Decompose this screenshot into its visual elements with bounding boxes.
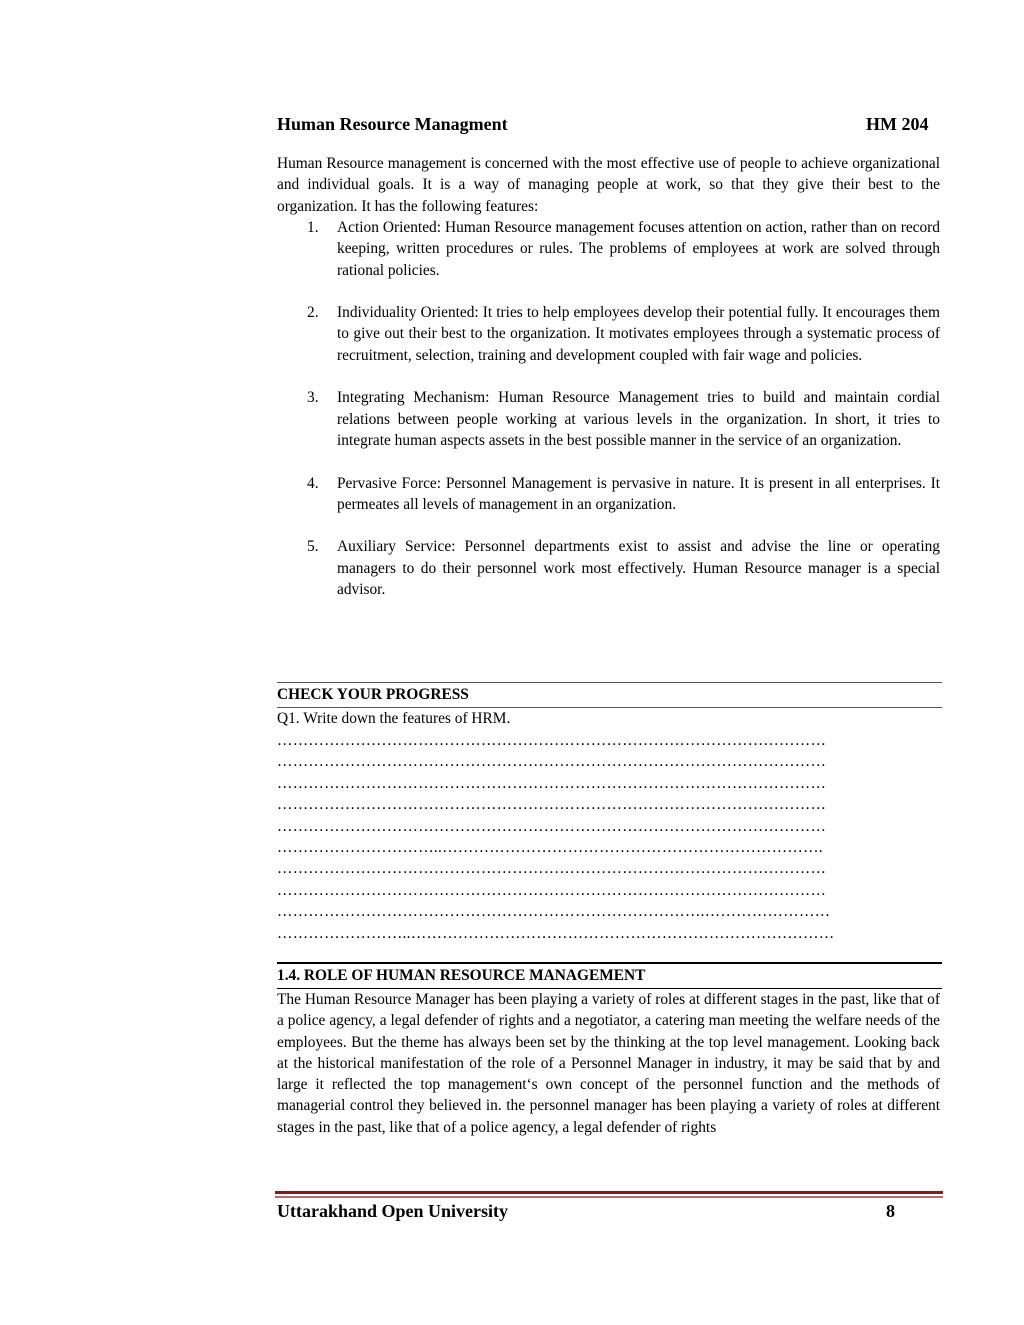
answer-line: …………………………………………………………………………………………… [277, 796, 827, 814]
answer-line: …………………………………………………………………………………………… [277, 774, 827, 792]
check-progress-heading: CHECK YOUR PROGRESS [277, 683, 942, 708]
check-progress-box [277, 682, 942, 944]
intro-paragraph: Human Resource management is concerned with the most effective use of people to achieve organizational and individual goals. It is a way of managing people at work, so that they give their best to the organization. It has the following features: [277, 155, 940, 215]
header-title: Human Resource Managment [277, 114, 508, 134]
list-item [277, 387, 940, 451]
list-item [277, 302, 940, 366]
features-list [277, 217, 940, 622]
answer-line: ……………………..……………………………………………………………………… [277, 924, 835, 942]
footer-divider [275, 1191, 943, 1198]
progress-question: Q1. Write down the features of HRM. [277, 710, 511, 727]
list-item-text: Individuality Oriented: It tries to help employees develop their potential fully. It encourages them to give out their best to the organization. It motivates employees through a systematic process of recruitment, selection, training and development coupled with fair wage and policies. [337, 304, 940, 364]
section-body: The Human Resource Manager has been playing a variety of roles at different stages in the past, like that of a police agency, a legal defender of rights and a negotiator, a catering man meeting the welfare needs of the employees. But the theme has always been set by the thinking at the top level management. Looking back at the historical manifestation of the role of a Personnel Manager in industry, it may be said that by and large it reflected the top management‘s own concept of the personnel function and the methods of managerial control they believed in. the personnel manager has been playing a variety of roles at different stages in the past, like that of a police agency, a legal defender of rights [277, 991, 940, 1136]
answer-line: …………………………………………………………………………………………… [277, 732, 827, 749]
page-number: 8 [886, 1201, 895, 1221]
answer-line: …………………………..………………………………………………………………. [277, 839, 823, 857]
list-item-number: 5. [307, 538, 319, 556]
list-item-number: 3. [307, 389, 319, 407]
list-item-text: Auxiliary Service: Personnel departments exist to assist and advise the line or operating managers to do their personnel work most effectively. Human Resource manager is a special advisor. [337, 538, 940, 599]
list-item-number: 1. [307, 219, 319, 236]
list-item-number: 4. [307, 474, 319, 492]
list-item-text: Pervasive Force: Personnel Management is pervasive in nature. It is present in all enterprises. It permeates all levels of management in an organization. [337, 474, 940, 513]
answer-line: …………………………………………………………………………………………… [277, 860, 827, 878]
list-item-text: Integrating Mechanism: Human Resource Management tries to build and maintain cordial relations between people working at various levels in the organization. In short, it tries to integrate human aspects assets in the best possible manner in the service of an organization. [337, 389, 940, 449]
list-item [277, 217, 940, 281]
answer-line: …………………………………………………………………………………………… [277, 753, 827, 771]
list-item [277, 473, 940, 516]
answer-line: ……………………………………………………………………….…………………… [277, 903, 831, 921]
answer-line: …………………………………………………………………………………………… [277, 881, 827, 899]
list-item-text: Action Oriented: Human Resource management focuses attention on action, rather than on record keeping, written procedures or rules. The problems of employees at work are solved through rational policies. [337, 219, 940, 279]
section-role-of-hrm [277, 962, 942, 1138]
footer-university: Uttarakhand Open University [277, 1201, 509, 1221]
answer-line: …………………………………………………………………………………………… [277, 817, 827, 835]
course-code: HM 204 [866, 114, 929, 134]
list-item-number: 2. [307, 304, 319, 322]
list-item [277, 536, 940, 600]
section-heading: 1.4. ROLE OF HUMAN RESOURCE MANAGEMENT [277, 964, 942, 989]
